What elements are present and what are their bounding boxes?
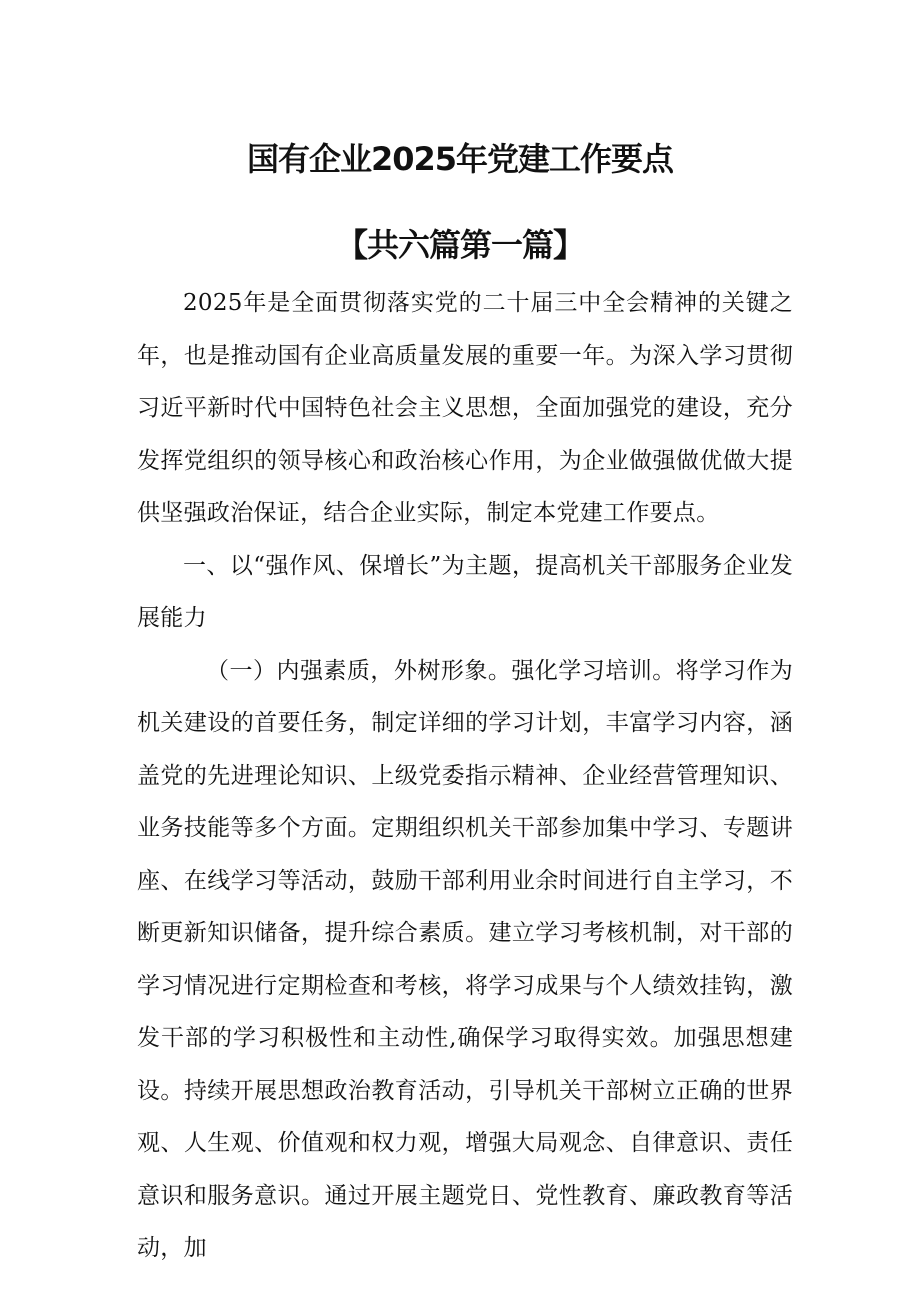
- document-subtitle: 【共六篇第一篇】: [335, 226, 584, 264]
- section-heading: 一、以“强作风、保增长”为主题，提高机关干部服务企业发展能力: [137, 552, 793, 631]
- document-title: 国有企业2025年党建工作要点: [246, 140, 674, 178]
- intro-paragraph: 2025年是全面贯彻落实党的二十届三中全会精神的关键之年，也是推动国有企业高质量发展的重要一年。为深入学习贯彻习近平新时代中国特色社会主义思想，全面加强党的建设，充分发挥党组织的领导核心和政治核心作用，为企业做强做优做大提供坚强政治保证，结合企业实际，制定本党建工作要点。: [137, 290, 793, 526]
- body-paragraph: （一）内强素质，外树形象。强化学习培训。将学习作为机关建设的首要任务，制定详细的学习计划，丰富学习内容，涵盖党的先进理论知识、上级党委指示精神、企业经营管理知识、业务技能等多个方面。定期组织机关干部参加集中学习、专题讲座、在线学习等活动，鼓励干部利用业余时间进行自主学习，不断更新知识储备，提升综合素质。建立学习考核机制，对干部的学习情况进行定期检查和考核，将学习成果与个人绩效挂钩，激发干部的学习积极性和主动性,确保学习取得实效。加强思想建设。持续开展思想政治教育活动，引导机关干部树立正确的世界观、人生观、价值观和权力观，增强大局观念、自律意识、责任意识和服务意识。通过开展主题党日、党性教育、廉政教育等活动，加: [137, 657, 793, 1261]
- document-body: [137, 277, 793, 1275]
